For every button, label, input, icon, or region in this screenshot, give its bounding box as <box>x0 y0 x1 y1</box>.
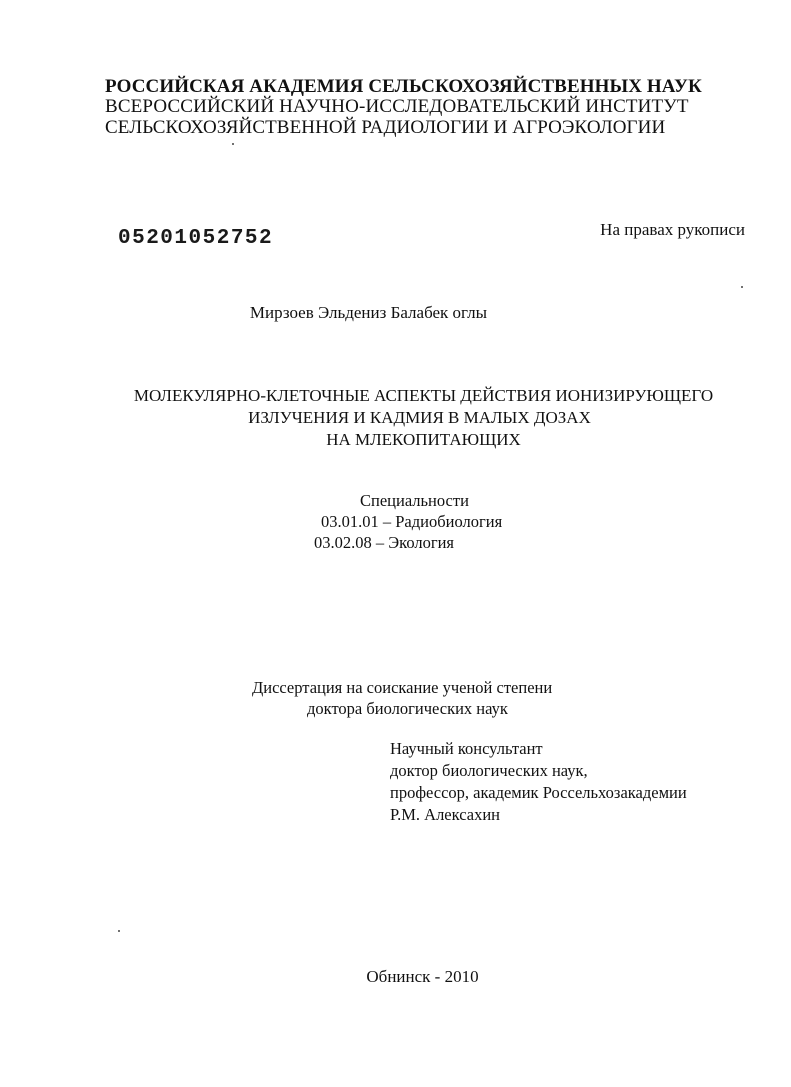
scan-speck <box>118 930 120 932</box>
degree-line-1: Диссертация на соискание ученой степени <box>252 678 553 697</box>
author-name: Мирзоев Эльдениз Балабек оглы <box>249 303 488 322</box>
title-line-1: МОЛЕКУЛЯРНО-КЛЕТОЧНЫЕ АСПЕКТЫ ДЕЙСТВИЯ ИОНИЗИРУЮЩЕГО <box>133 386 714 405</box>
degree-line-2: доктора биологических наук <box>307 699 508 718</box>
registration-number: 05201052752 <box>118 227 274 250</box>
consultant-position: профессор, академик Россельхозакадемии <box>390 783 687 802</box>
place-and-year: Обнинск - 2010 <box>366 967 479 986</box>
specialty-radiobiology: 03.01.01 – Радиобиология <box>321 512 503 531</box>
specialty-ecology: 03.02.08 – Экология <box>314 533 455 552</box>
institution-institute-line2: СЕЛЬСКОХОЗЯЙСТВЕННОЙ РАДИОЛОГИИ И АГРОЭКОЛОГИИ <box>105 117 666 138</box>
consultant-name: Р.М. Алексахин <box>390 805 500 824</box>
title-line-3: НА МЛЕКОПИТАЮЩИХ <box>326 430 521 449</box>
institution-institute-line1: ВСЕРОССИЙСКИЙ НАУЧНО-ИССЛЕДОВАТЕЛЬСКИЙ ИНСТИТУТ <box>105 96 689 117</box>
specialties-label: Специальности <box>360 491 469 510</box>
scientific-consultant-block <box>390 738 687 826</box>
consultant-label: Научный консультант <box>390 739 543 758</box>
title-line-2: ИЗЛУЧЕНИЯ И КАДМИЯ В МАЛЫХ ДОЗАХ <box>248 408 591 427</box>
scan-speck <box>232 143 234 145</box>
consultant-degree: доктор биологических наук, <box>390 761 588 780</box>
dissertation-title <box>0 385 791 451</box>
rights-note: На правах рукописи <box>600 220 745 239</box>
institution-academy: РОССИЙСКАЯ АКАДЕМИЯ СЕЛЬСКОХОЗЯЙСТВЕННЫХ НАУК <box>105 76 702 97</box>
scan-speck <box>741 286 743 288</box>
